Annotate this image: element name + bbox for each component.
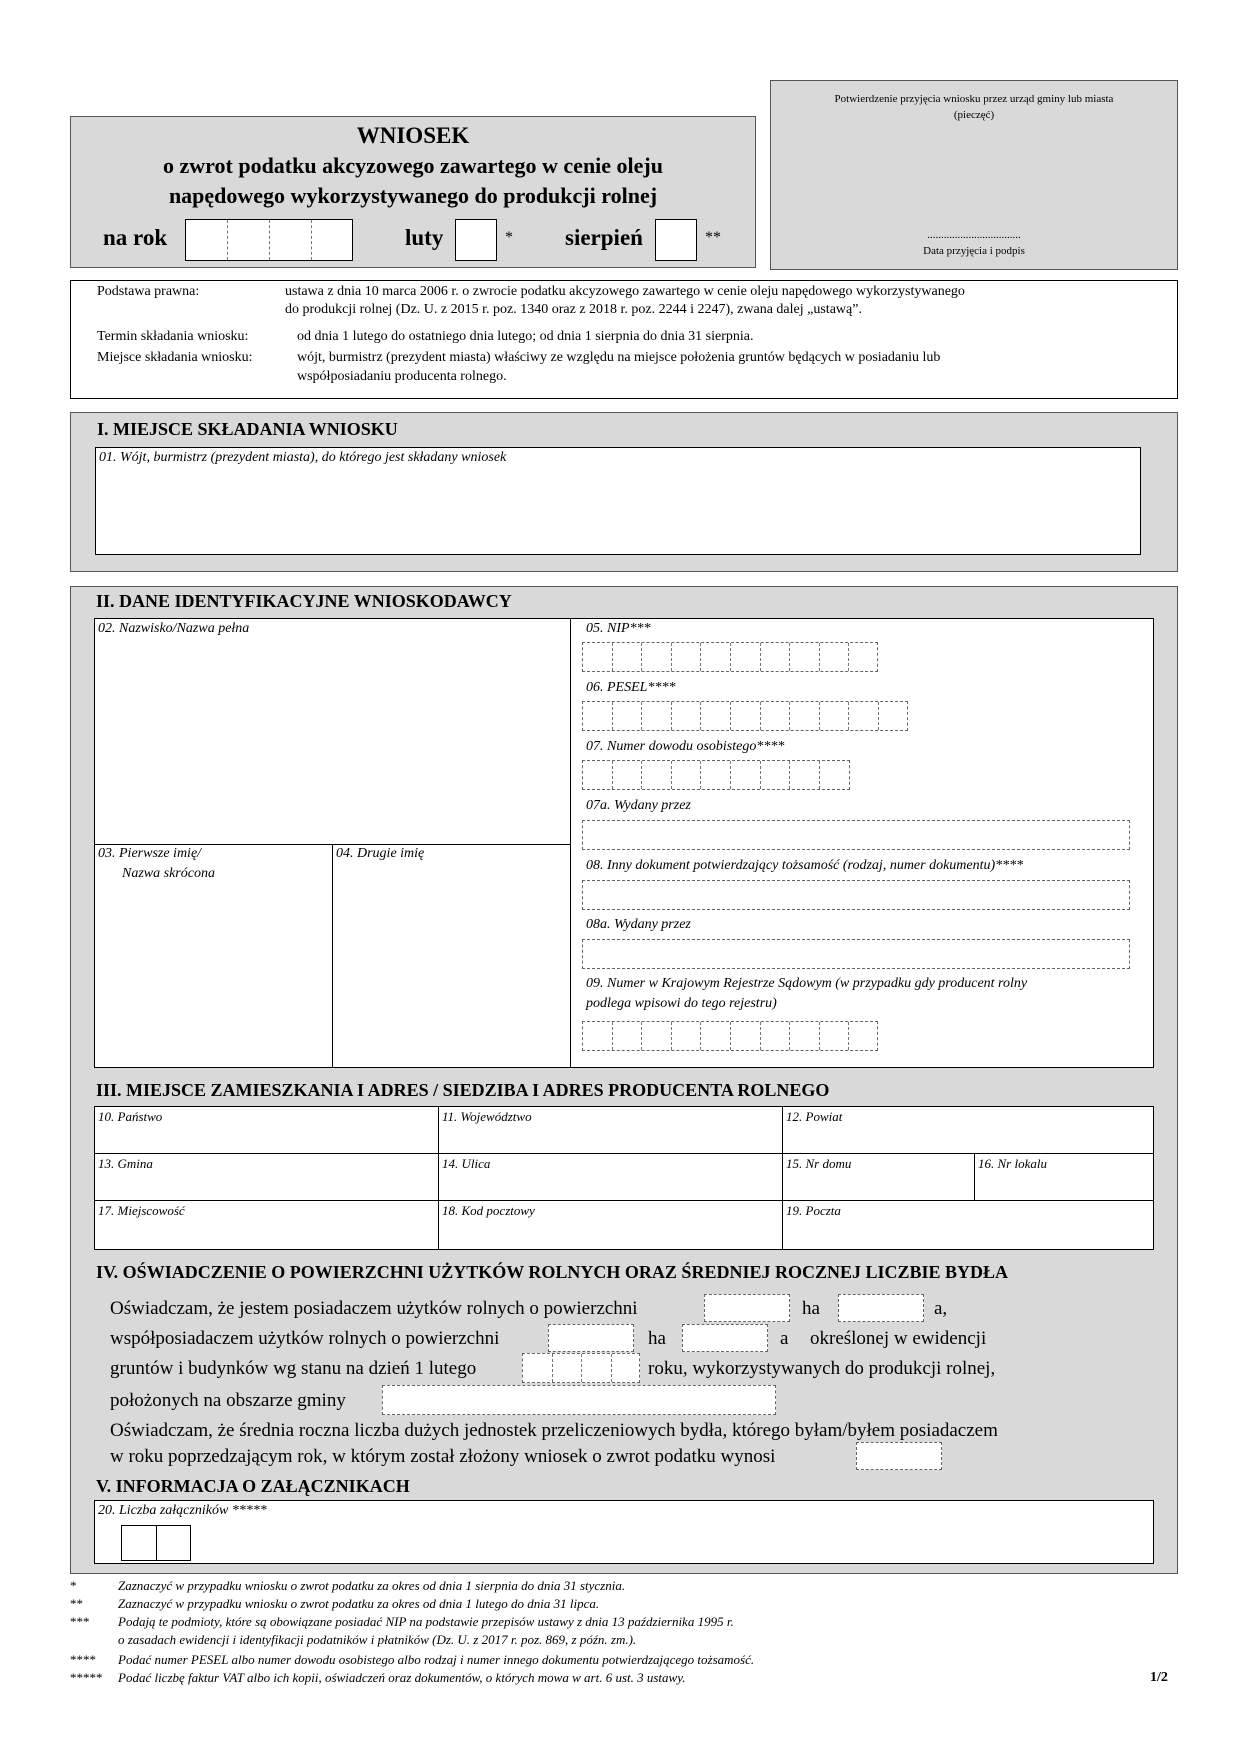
- stamp-date-caption: Data przyjęcia i podpis: [923, 245, 1025, 257]
- stamp-box: [770, 80, 1178, 270]
- stamp-dots: ..................................: [927, 229, 1021, 241]
- address-col-divider-3: [974, 1153, 975, 1200]
- divider-03-04: [332, 844, 333, 1068]
- field-19-label[interactable]: 19. Poczta: [786, 1203, 841, 1218]
- stamp-caption-2: (pieczęć): [953, 109, 995, 121]
- decl-a-1: a,: [934, 1298, 948, 1319]
- deadline-text: od dnia 1 lutego do ostatniego dnia lutego; od dnia 1 sierpnia do dnia 31 sierpnia.: [297, 329, 754, 344]
- footnote-3-text: Podają te podmioty, które są obowiązane posiadać NIP na podstawie przepisów ustawy z dnia 13 października 1995 r.: [118, 1614, 734, 1629]
- footnote-3b-text: o zasadach ewidencji i identyfikacji podatników i płatników (Dz. U. z 2017 r. poz. 869, z późn. zm.).: [118, 1632, 637, 1647]
- footnote-1-mark: *: [70, 1578, 77, 1593]
- field-08a-label: 08a. Wydany przez: [586, 917, 691, 932]
- footnote-2-text: Zaznaczyć w przypadku wniosku o zwrot podatku za okres od dnia 1 lutego do dnia 31 lipca.: [118, 1596, 600, 1611]
- field-14-label[interactable]: 14. Ulica: [442, 1156, 491, 1171]
- area-coowned-ha-input[interactable]: [548, 1324, 634, 1352]
- divider-mid: [570, 618, 571, 1068]
- field-11-label[interactable]: 11. Województwo: [442, 1109, 532, 1124]
- year-feb-input[interactable]: [522, 1353, 640, 1383]
- krs-input[interactable]: [582, 1021, 878, 1051]
- decl-line-4: położonych na obszarze gminy: [110, 1390, 346, 1411]
- legal-basis-box: [70, 280, 1178, 399]
- other-document-issuer-input[interactable]: [582, 939, 1130, 969]
- footnote-5-text: Podać liczbę faktur VAT albo ich kopii, oświadczeń oraz dokumentów, o których mowa w art. 6 ust. 3 ustawy.: [118, 1670, 686, 1685]
- field-16-label[interactable]: 16. Nr lokalu: [978, 1156, 1047, 1171]
- field-08-label: 08. Inny dokument potwierdzający tożsamość (rodzaj, numer dokumentu)****: [586, 858, 1024, 873]
- pesel-input[interactable]: [582, 701, 908, 731]
- feb-checkbox[interactable]: [455, 219, 497, 261]
- field-07a-label: 07a. Wydany przez: [586, 798, 691, 813]
- address-row-divider-2: [94, 1200, 1154, 1201]
- form-title: WNIOSEK: [356, 123, 470, 148]
- decl-line-2: współposiadaczem użytków rolnych o powierzchni: [110, 1328, 500, 1349]
- footnote-2-mark: **: [70, 1596, 83, 1611]
- aug-mark: **: [705, 229, 721, 246]
- address-col-divider-1: [438, 1106, 439, 1250]
- feb-label: luty: [405, 225, 444, 250]
- decl-line-1: Oświadczam, że jestem posiadaczem użytków rolnych o powierzchni: [110, 1298, 638, 1319]
- year-label: na rok: [103, 225, 168, 250]
- section-5-title: V. INFORMACJA O ZAŁĄCZNIKACH: [96, 1476, 410, 1496]
- field-20-box: [94, 1500, 1154, 1564]
- field-02-input[interactable]: [100, 644, 562, 834]
- decl-line-3b: roku, wykorzystywanych do produkcji rolnej,: [648, 1358, 996, 1379]
- decl-line-5: Oświadczam, że średnia roczna liczba dużych jednostek przeliczeniowych bydła, którego byłam/byłem posiadaczem: [110, 1420, 998, 1441]
- title-box: [70, 116, 756, 268]
- area-coowned-a-input[interactable]: [682, 1324, 768, 1352]
- basis-text-1: ustawa z dnia 10 marca 2006 r. o zwrocie podatku akcyzowego zawartego w cenie oleju napędowego wykorzystywanego: [285, 284, 965, 299]
- field-01-label: 01. Wójt, burmistrz (prezydent miasta), do którego jest składany wniosek: [99, 450, 507, 465]
- field-04-label: 04. Drugie imię: [336, 846, 425, 861]
- footnote-3-mark: ***: [70, 1614, 90, 1629]
- deadline-label: Termin składania wniosku:: [97, 329, 249, 344]
- footnote-5-mark: *****: [70, 1670, 103, 1685]
- field-13-label[interactable]: 13. Gmina: [98, 1156, 153, 1171]
- field-09-label-1: 09. Numer w Krajowym Rejestrze Sądowym (w przypadku gdy producent rolny: [586, 976, 1028, 991]
- field-20-label: 20. Liczba załączników *****: [98, 1503, 267, 1518]
- form-subtitle-2: napędowego wykorzystywanego do produkcji rolnej: [168, 183, 658, 208]
- field-03-label-2: Nazwa skrócona: [122, 866, 215, 881]
- place-label: Miejsce składania wniosku:: [97, 350, 253, 365]
- decl-ha-1: ha: [802, 1298, 820, 1319]
- section-2-title: II. DANE IDENTYFIKACYJNE WNIOSKODAWCY: [96, 591, 512, 611]
- year-input[interactable]: [185, 219, 353, 261]
- basis-text-2: do produkcji rolnej (Dz. U. z 2015 r. poz. 1340 oraz z 2018 r. poz. 2244 i 2247), zwana dalej „ustawą”.: [285, 302, 862, 317]
- cattle-count-input[interactable]: [856, 1442, 942, 1470]
- decl-line-3: gruntów i budynków wg stanu na dzień 1 lutego: [110, 1358, 477, 1379]
- aug-label: sierpień: [565, 225, 643, 250]
- place-text-2: współposiadaniu producenta rolnego.: [297, 369, 507, 384]
- field-02-label: 02. Nazwisko/Nazwa pełna: [98, 621, 250, 636]
- id-card-issuer-input[interactable]: [582, 820, 1130, 850]
- field-06-label: 06. PESEL****: [586, 680, 676, 695]
- field-12-label[interactable]: 12. Powiat: [786, 1109, 843, 1124]
- field-15-label[interactable]: 15. Nr domu: [786, 1156, 852, 1171]
- footnote-1-text: Zaznaczyć w przypadku wniosku o zwrot podatku za okres od dnia 1 sierpnia do dnia 31 stycznia.: [118, 1578, 626, 1593]
- field-18-label[interactable]: 18. Kod pocztowy: [442, 1203, 535, 1218]
- decl-line-2b: określonej w ewidencji: [810, 1328, 987, 1349]
- other-document-input[interactable]: [582, 880, 1130, 910]
- area-owned-a-input[interactable]: [838, 1294, 924, 1322]
- decl-line-6: w roku poprzedzającym rok, w którym został złożony wniosek o zwrot podatku wynosi: [110, 1446, 776, 1467]
- address-table: [94, 1106, 1154, 1250]
- page-number: 1/2: [1150, 1670, 1168, 1685]
- stamp-caption: Potwierdzenie przyjęcia wniosku przez urząd gminy lub miasta: [834, 93, 1114, 105]
- basis-label: Podstawa prawna:: [97, 284, 200, 299]
- field-17-label[interactable]: 17. Miejscowość: [98, 1203, 185, 1218]
- section-3-title: III. MIEJSCE ZAMIESZKANIA I ADRES / SIEDZIBA I ADRES PRODUCENTA ROLNEGO: [96, 1080, 830, 1100]
- nip-input[interactable]: [582, 642, 878, 672]
- decl-ha-2: ha: [648, 1328, 666, 1349]
- feb-mark: *: [505, 229, 513, 246]
- decl-a-2: a: [780, 1328, 789, 1349]
- address-row-divider-1: [94, 1153, 1154, 1154]
- aug-checkbox[interactable]: [655, 219, 697, 261]
- field-10-label[interactable]: 10. Państwo: [98, 1109, 163, 1124]
- footnote-4-mark: ****: [70, 1652, 96, 1667]
- form-subtitle-1: o zwrot podatku akcyzowego zawartego w cenie oleju: [162, 153, 663, 178]
- field-07-label: 07. Numer dowodu osobistego****: [586, 739, 785, 754]
- footnote-4-text: Podać numer PESEL albo numer dowodu osobistego albo rodzaj i numer innego dokumentu potwierdzającego tożsamość.: [118, 1652, 755, 1667]
- place-text-1: wójt, burmistrz (prezydent miasta) właściwy ze względu na miejsce położenia gruntów będących w posiadaniu lub: [297, 350, 941, 365]
- field-03-label-1: 03. Pierwsze imię/: [98, 846, 202, 861]
- field-09-label-2: podlega wpisowi do tego rejestru): [586, 996, 777, 1011]
- field-05-label: 05. NIP***: [586, 621, 651, 636]
- section-4-title: IV. OŚWIADCZENIE O POWIERZCHNI UŻYTKÓW ROLNYCH ORAZ ŚREDNIEJ ROCZNEJ LICZBIE BYDŁA: [96, 1262, 1009, 1282]
- id-card-input[interactable]: [582, 760, 850, 790]
- field-01-box[interactable]: [95, 447, 1141, 555]
- address-col-divider-2: [782, 1106, 783, 1250]
- section-1-title: I. MIEJSCE SKŁADANIA WNIOSKU: [97, 419, 398, 439]
- area-owned-ha-input[interactable]: [704, 1294, 790, 1322]
- attachments-count-input[interactable]: [121, 1525, 191, 1561]
- municipality-input[interactable]: [382, 1385, 776, 1415]
- section-1: [70, 412, 1178, 572]
